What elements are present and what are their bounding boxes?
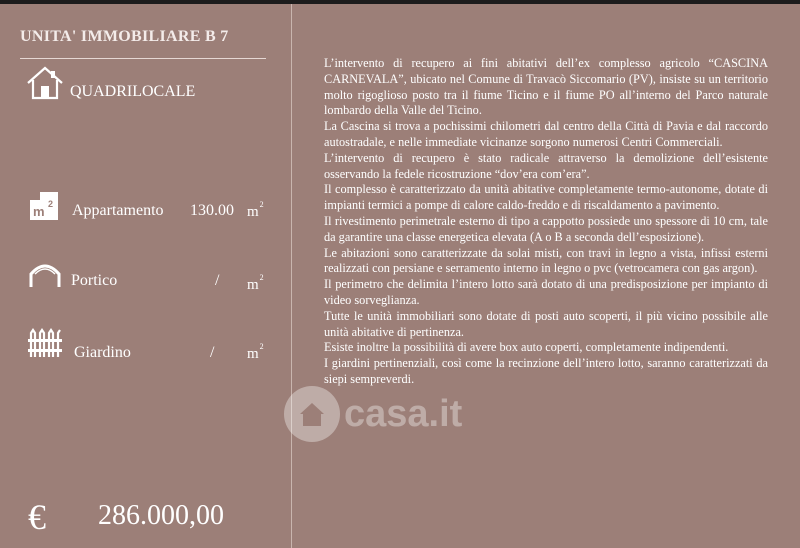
feature-unit: $m^2$ <box>247 200 264 220</box>
description-text <box>324 56 768 388</box>
property-type-row <box>26 65 195 105</box>
feature-label: Portico <box>71 272 118 289</box>
house-icon <box>26 65 64 105</box>
feature-label: Giardino <box>74 344 131 361</box>
arch-icon <box>29 260 61 292</box>
description-paragraph: La Cascina si trova a pochissimi chilometri dal centro della Città di Pavia e dal raccordo autostradale, e nelle immediate vicinanze sorgono numerosi Centri Commerciali. <box>324 119 768 149</box>
property-type-label: QUADRILOCALE <box>70 83 196 100</box>
description-paragraph: Il rivestimento perimetrale esterno di tipo a cappotto possiede uno spessore di 10 cm, tale da garantire una classe energetica elevata (A o B a seconda dell’esposizione). <box>324 213 768 244</box>
description-paragraph: L’intervento di recupero è stato radicale attraverso la demolizione dell’esistente osservando la fedele ricostruzione “dov’era com’era”. <box>324 150 768 181</box>
description-paragraph: Esiste inoltre la possibilità di avere box auto coperti, completamente indipendenti. <box>324 340 729 355</box>
feature-unit: $m^2$ <box>247 273 264 293</box>
square-meters-icon <box>28 190 60 226</box>
fence-icon <box>28 328 62 362</box>
feature-row-portico <box>29 260 61 292</box>
watermark-text: casa.it <box>344 392 463 435</box>
feature-label: Appartamento <box>72 202 164 219</box>
feature-value: / <box>215 272 220 289</box>
svg-text:2: 2 <box>48 199 54 209</box>
description-paragraph: I giardini pertinenziali, così come la recinzione dell’intero lotto, saranno caratterizzati da siepi sempreverdi. <box>324 356 768 386</box>
watermark <box>284 386 462 442</box>
unit-title: UNITA' IMMOBILIARE B 7 <box>20 28 229 45</box>
description-paragraph: L’intervento di recupero ai fini abitativi dell’ex complesso agricolo “CASCINA CARNEVALA”, ubicato nel Comune di Travacò Siccomario (PV), insiste su un territorio molto rigoglioso posto tra il fiume Ticino e il fiume PO all’interno del Parco naturale lombardo della Valle del Ticino. <box>324 56 768 118</box>
top-band <box>0 0 800 4</box>
euro-symbol: € <box>28 497 46 537</box>
svg-text:m: m <box>33 204 45 219</box>
description-paragraph: Il perimetro che delimita l’intero lotto sarà dotato di una predisposizione per impianto di video sorveglianza. <box>324 277 768 307</box>
description-paragraph: Tutte le unità immobiliari sono dotate di posti auto scoperti, il più vicino possibile alle unità abitative di pertinenza. <box>324 308 768 339</box>
feature-unit: $m^2$ <box>247 342 264 362</box>
price-amount: 286.000,00 <box>98 500 224 531</box>
feature-row-appartamento <box>28 190 60 226</box>
description-paragraph: Il complesso è caratterizzato da unità abitative completamente termo-autonome, dotate di impianti termici a pompe di calore caldo-freddo e di riscaldamento a pavimento. <box>324 182 768 213</box>
vertical-divider <box>291 4 292 548</box>
title-rule <box>20 58 266 59</box>
watermark-house-icon <box>284 386 340 442</box>
description-paragraph: Le abitazioni sono caratterizzate da solai misti, con travi in legno a vista, infissi esterni realizzati con persiane e serramento interno in legno o pvc (vetrocamera con gas argon). <box>324 245 768 276</box>
feature-value: 130.00 <box>190 202 234 219</box>
feature-value: / <box>210 344 215 361</box>
feature-row-giardino <box>28 328 62 362</box>
